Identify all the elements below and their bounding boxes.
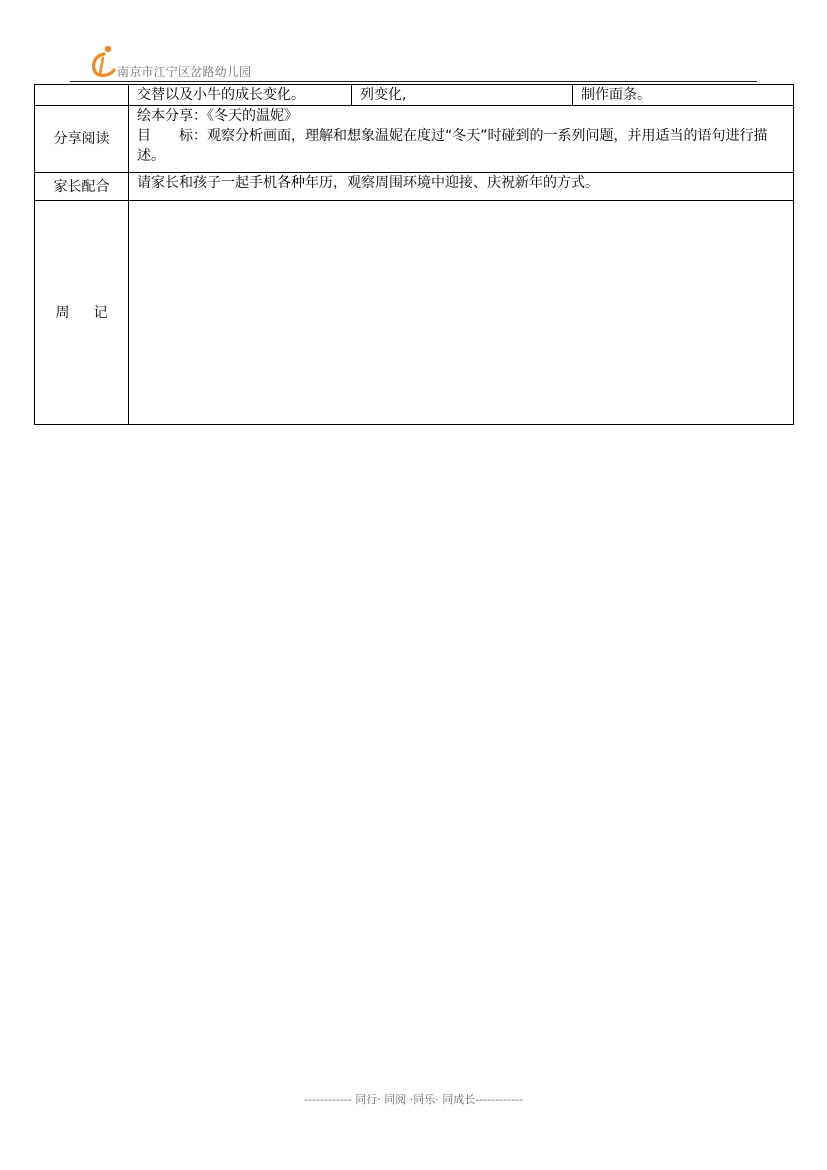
- kindergarten-logo-icon: [88, 44, 118, 78]
- parent-cooperation-label: 家长配合: [35, 173, 129, 201]
- share-reading-label: 分享阅读: [35, 106, 129, 173]
- weekly-label-char: 周: [55, 304, 70, 321]
- weekly-notes-content: [129, 201, 794, 425]
- table-cell: 交替以及小牛的成长变化。: [129, 85, 352, 106]
- table-row-continued: [35, 85, 794, 106]
- share-reading-goal: [137, 126, 793, 166]
- table-row-share-reading: [35, 106, 794, 173]
- share-reading-title: 绘本分享：《冬天的温妮》: [137, 108, 298, 124]
- page-footer: ------------ 同行· 同阅 ·同乐· 同成长------------: [304, 1093, 523, 1106]
- goal-text: 观察分析画面，理解和想象温妮在度过“冬天”时碰到的一系列问题，并用适当的语句进行描述。: [137, 128, 768, 164]
- school-name: 南京市江宁区岔路幼儿园: [117, 65, 252, 79]
- goal-prefix: 目 标：: [137, 128, 207, 144]
- weekly-plan-table: [34, 84, 794, 425]
- empty-label-cell: [35, 85, 129, 106]
- weekly-label-char: 记: [93, 304, 108, 321]
- parent-cooperation-text: 请家长和孩子一起手机各种年历，观察周围环境中迎接、庆祝新年的方式。: [129, 173, 794, 201]
- table-row-parent: [35, 173, 794, 201]
- page-header: [0, 0, 827, 90]
- header-divider: [70, 81, 757, 82]
- share-reading-content: [129, 106, 794, 173]
- table-cell: 列变化,: [352, 85, 573, 106]
- table-row-weekly-notes: [35, 201, 794, 425]
- weekly-notes-label: [35, 201, 129, 425]
- table-cell: 制作面条。: [573, 85, 794, 106]
